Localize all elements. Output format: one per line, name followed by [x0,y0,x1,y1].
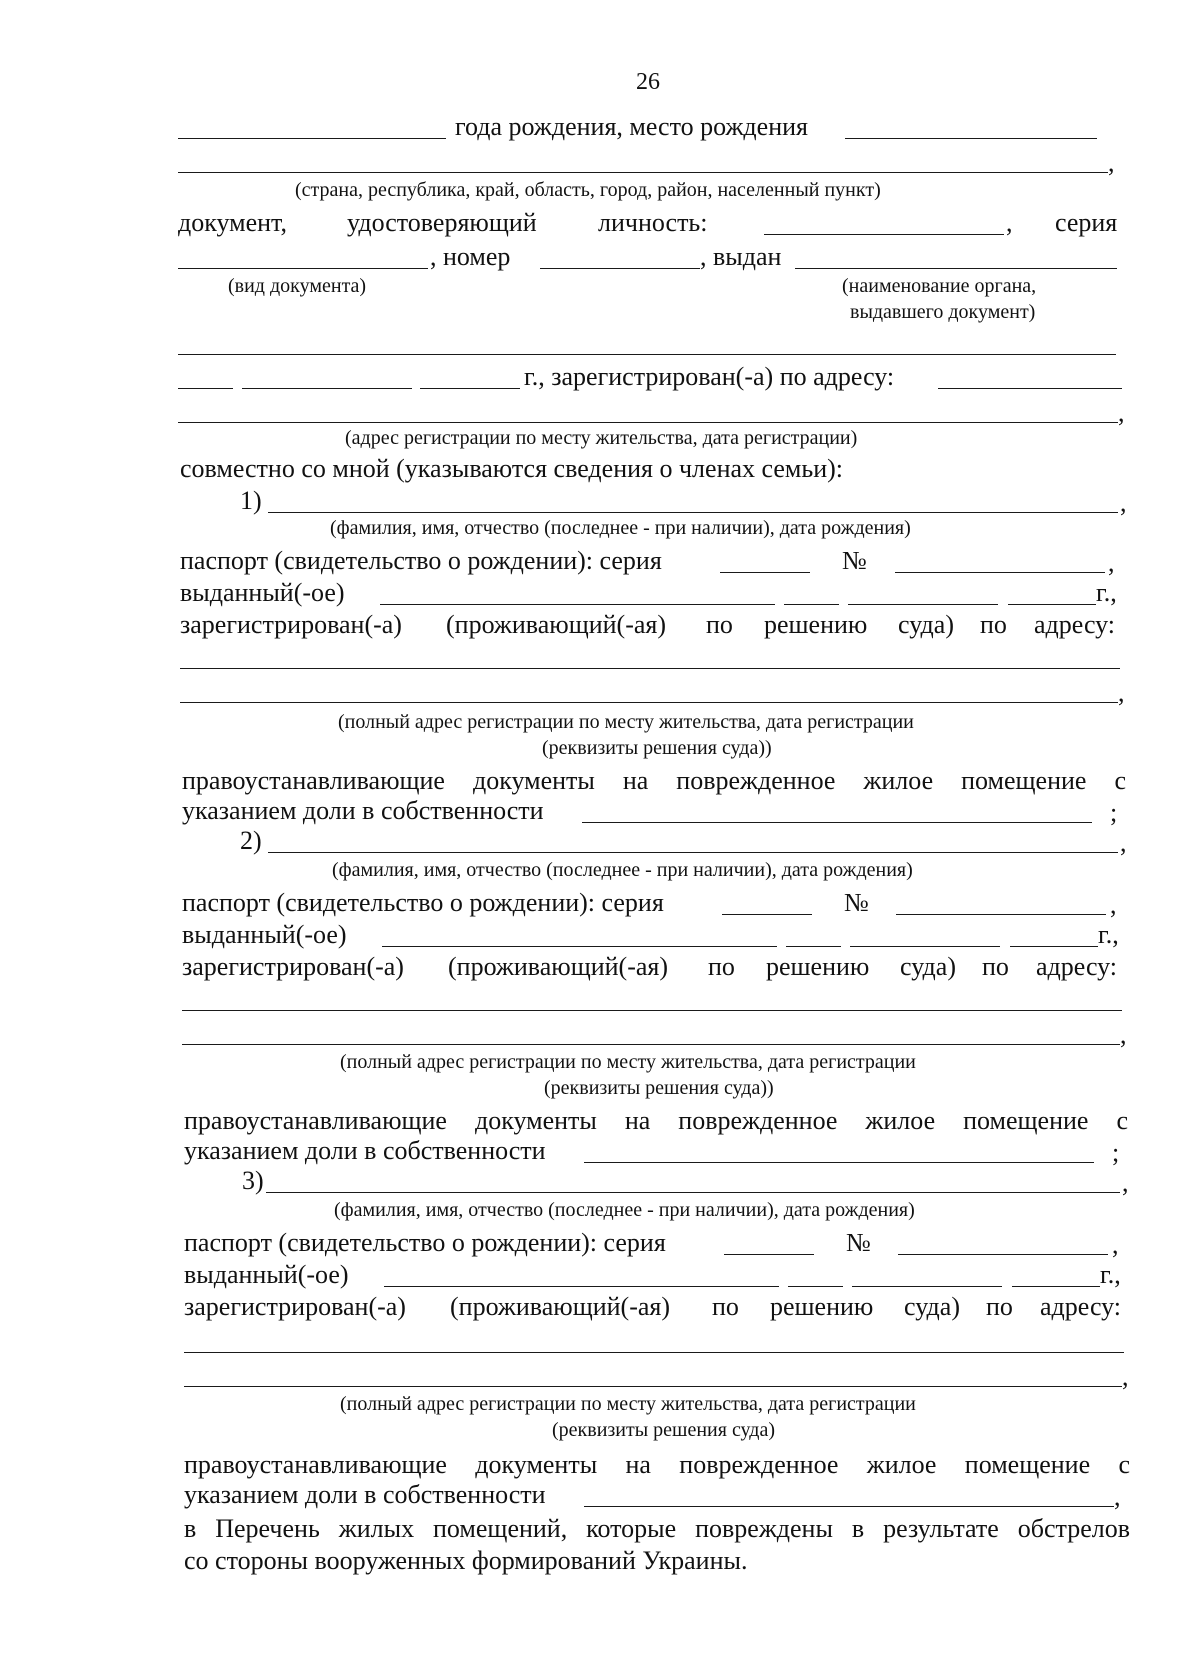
passport-series-field[interactable] [722,914,812,915]
issue-year-field[interactable] [420,388,520,389]
member-name-field[interactable] [268,852,1118,853]
passport-number-field[interactable] [896,914,1106,915]
reg-word: по [706,610,733,639]
number-sign: № [844,888,869,917]
issue-day-field[interactable] [178,388,233,389]
registration-address-field[interactable] [938,388,1122,389]
issued-by-label: выданный(-ое) [182,920,347,949]
member-issue-year-field[interactable] [1010,946,1098,947]
registration-address-field-2[interactable] [178,422,1118,423]
issued-by-label: выданный(-ое) [180,578,345,607]
place-caption: (страна, республика, край, область, город, район, населенный пункт) [295,179,881,201]
member-address-field[interactable] [184,1352,1124,1353]
member-index: 2) [240,826,262,855]
reg-word: по [708,952,735,981]
ownership-share-field[interactable] [582,822,1092,823]
reg-word: адресу: [1036,952,1118,981]
address-caption-2: (реквизиты решения суда)) [542,737,772,759]
comma: , [1118,678,1125,707]
reg-word: по [712,1292,739,1321]
series-label: серия [1055,208,1118,237]
reg-word: зарегистрирован(-а) [182,952,404,981]
passport-label: паспорт (свидетельство о рождении): серия [180,546,662,575]
ownership-share-field[interactable] [584,1506,1114,1507]
title-docs-line-1: правоустанавливающие документы на поврежденное жилое помещение с [184,1106,1128,1135]
issue-month-field[interactable] [242,388,412,389]
reg-word: решению [764,610,868,639]
reg-word: суда) [900,952,956,981]
address-caption-1: (полный адрес регистрации по месту жительства, дата регистрации [340,1393,916,1415]
end-mark: ; [1112,1138,1120,1167]
comma: , [1122,1362,1129,1391]
comma: , [1120,1020,1127,1049]
end-mark: , [1114,1482,1121,1511]
doc-word-1: документ, [178,208,287,237]
address-caption-1: (полный адрес регистрации по месту жительства, дата регистрации [340,1051,916,1073]
organ-caption-1: (наименование органа, [842,275,1037,297]
address-caption-2: (реквизиты решения суда) [552,1419,776,1441]
comma: , [1108,548,1115,577]
member-issuer-field[interactable] [380,604,775,605]
member-issue-day-field[interactable] [784,604,839,605]
comma: , [1120,828,1127,857]
title-docs-line-2: указанием доли в собственности [184,1136,546,1165]
ownership-share-field[interactable] [584,1162,1094,1163]
member-address-field[interactable] [180,668,1120,669]
identity-doc-field[interactable] [764,234,1004,235]
birth-date-field[interactable] [178,138,446,139]
comma: , [1118,398,1125,427]
reg-word: адресу: [1040,1292,1122,1321]
closing-line-1: в Перечень жилых помещений, которые повреждены в результате обстрелов [184,1514,1130,1543]
year-suffix: г., [1098,920,1119,949]
closing-line-2: со стороны вооруженных формирований Украины. [184,1546,748,1575]
member-index: 1) [240,486,262,515]
registered-label: г., зарегистрирован(-а) по адресу: [524,362,895,391]
issued-by-label: выданный(-ое) [184,1260,349,1289]
member-issue-month-field[interactable] [848,604,998,605]
comma: , [1110,890,1117,919]
reg-word: по [980,610,1007,639]
passport-number-field[interactable] [895,572,1105,573]
number-sign: № [842,546,867,575]
reg-word: по [982,952,1009,981]
passport-label: паспорт (свидетельство о рождении): серия [184,1228,666,1257]
issued-label: , выдан [700,242,782,271]
comma: , [1120,488,1127,517]
doc-comma: , [1006,208,1013,237]
passport-series-field[interactable] [720,572,810,573]
member-address-field-2[interactable] [184,1386,1122,1387]
member-address-field-2[interactable] [180,702,1118,703]
member-issuer-field[interactable] [382,946,777,947]
member-issue-day-field[interactable] [786,946,841,947]
reg-word: решению [766,952,870,981]
doc-type-caption: (вид документа) [228,275,367,297]
comma: , [1122,1168,1129,1197]
comma: , [1108,148,1115,177]
number-label: , номер [430,242,511,271]
address-caption-2: (реквизиты решения суда)) [544,1077,774,1099]
birth-place-label: года рождения, место рождения [455,112,808,141]
member-issue-year-field[interactable] [1012,1286,1100,1287]
member-issue-month-field[interactable] [850,946,1000,947]
member-address-field-2[interactable] [182,1044,1120,1045]
reg-word: адресу: [1034,610,1116,639]
birth-place-field-2[interactable] [178,172,1108,173]
title-docs-line-1: правоустанавливающие документы на поврежденное жилое помещение с [184,1450,1130,1479]
member-issue-day-field[interactable] [788,1286,843,1287]
reg-word: (проживающий(-ая) [450,1292,671,1321]
page-number: 26 [636,69,660,95]
member-address-field[interactable] [182,1010,1122,1011]
birth-place-field[interactable] [845,138,1097,139]
doc-type-field[interactable] [178,268,428,269]
reg-word: зарегистрирован(-а) [180,610,402,639]
issued-by-field-2[interactable] [178,354,1116,355]
reg-word: зарегистрирован(-а) [184,1292,406,1321]
address-caption-1: (полный адрес регистрации по месту жительства, дата регистрации [338,711,914,733]
address-caption: (адрес регистрации по месту жительства, дата регистрации) [345,427,858,449]
issued-by-field[interactable] [795,268,1117,269]
number-sign: № [846,1228,871,1257]
reg-word: суда) [898,610,954,639]
doc-word-2: удостоверяющий [347,208,537,237]
member-issue-month-field[interactable] [852,1286,1002,1287]
reg-word: решению [770,1292,874,1321]
reg-word: суда) [904,1292,960,1321]
fio-caption: (фамилия, имя, отчество (последнее - при наличии), дата рождения) [330,517,911,539]
family-members-label: совместно со мной (указываются сведения о членах семьи): [180,454,844,483]
title-docs-line-2: указанием доли в собственности [182,796,544,825]
member-index: 3) [242,1166,264,1195]
member-name-field[interactable] [266,1192,1120,1193]
passport-label: паспорт (свидетельство о рождении): серия [182,888,664,917]
fio-caption: (фамилия, имя, отчество (последнее - при наличии), дата рождения) [332,859,913,881]
doc-number-field[interactable] [540,268,700,269]
end-mark: ; [1110,798,1118,827]
reg-word: по [986,1292,1013,1321]
year-suffix: г., [1100,1260,1121,1289]
member-issue-year-field[interactable] [1008,604,1096,605]
comma: , [1112,1230,1119,1259]
fio-caption: (фамилия, имя, отчество (последнее - при наличии), дата рождения) [334,1199,915,1221]
passport-number-field[interactable] [898,1254,1108,1255]
reg-word: (проживающий(-ая) [446,610,667,639]
member-issuer-field[interactable] [384,1286,779,1287]
title-docs-line-2: указанием доли в собственности [184,1480,546,1509]
title-docs-line-1: правоустанавливающие документы на поврежденное жилое помещение с [182,766,1126,795]
passport-series-field[interactable] [724,1254,814,1255]
reg-word: (проживающий(-ая) [448,952,669,981]
member-name-field[interactable] [268,512,1118,513]
organ-caption-2: выдавшего документ) [850,301,1036,323]
year-suffix: г., [1096,578,1117,607]
doc-word-3: личность: [598,208,708,237]
